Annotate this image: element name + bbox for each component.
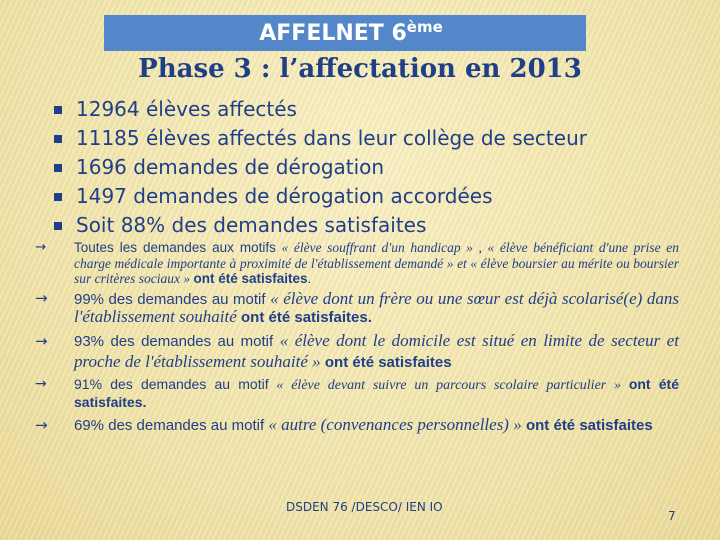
note-item (31, 416, 679, 435)
right-arrow-icon: → (35, 331, 48, 350)
note-result: ont été satisfaites (525, 416, 653, 434)
note-quote: « élève dont un frère ou une sœur est déjà scolarisé(e) dans l'établissement souhaité (74, 288, 679, 326)
note-result: ont été satisfaites (193, 271, 308, 286)
key-figures-list (50, 95, 700, 240)
bullet-text: 1696 demandes de dérogation (76, 155, 385, 179)
note-item (31, 240, 679, 287)
bullet-item (50, 211, 700, 240)
note-lead: 99% des demandes au motif (74, 290, 266, 308)
bullet-text: 1497 demandes de dérogation accordées (76, 184, 493, 208)
right-arrow-icon: → (35, 288, 48, 307)
square-bullet-icon (54, 106, 62, 114)
banner-superscript: ème (406, 18, 443, 36)
note-item (31, 331, 679, 373)
bullet-item (50, 95, 700, 124)
note-lead: 91% des demandes au motif (74, 375, 269, 392)
right-arrow-icon: → (35, 415, 48, 434)
note-quote: « élève souffrant d'un handicap » , « élève bénéficiant d'une prise en charge médicale importante à proximité de l'établissement demandé » et « élève boursier au mérite ou boursier sur critères sociaux » (74, 240, 679, 286)
square-bullet-icon (54, 222, 62, 230)
note-lead: Toutes les demandes aux motifs (74, 240, 276, 255)
note-tail: . (307, 271, 312, 286)
footer-source: DSDEN 76 /DESCO/ IEN IO (286, 500, 443, 514)
note-quote: « autre (convenances personnelles) » (264, 414, 526, 434)
note-item (31, 290, 679, 326)
right-arrow-icon: → (35, 239, 47, 255)
bullet-item (50, 182, 700, 211)
note-quote: « élève dont le domicile est situé en limite de secteur et proche de l'établissement souhaité » (74, 330, 679, 371)
bullet-item (50, 153, 700, 182)
note-item (31, 376, 679, 411)
note-lead: 93% des demandes au motif (74, 332, 274, 350)
note-result: ont été satisfaites (324, 353, 452, 371)
right-arrow-icon: → (35, 375, 47, 392)
square-bullet-icon (54, 193, 62, 201)
bullet-text: 12964 élèves affectés (76, 97, 297, 121)
bullet-text: 11185 élèves affectés dans leur collège de secteur (76, 126, 587, 150)
title-banner (104, 15, 586, 51)
bullet-text: Soit 88% des demandes satisfaites (76, 213, 427, 237)
note-result: ont été satisfaites. (74, 375, 680, 410)
page-number: 7 (668, 509, 676, 523)
bullet-item (50, 124, 700, 153)
note-result: ont été satisfaites. (241, 308, 372, 326)
note-lead: 69% des demandes au motif (74, 416, 265, 434)
square-bullet-icon (54, 164, 62, 172)
banner-text: AFFELNET 6 (259, 20, 407, 46)
note-quote: « élève devant suivre un parcours scolaire particulier » (268, 377, 629, 393)
square-bullet-icon (54, 135, 62, 143)
notes-section (31, 240, 679, 435)
slide-title: Phase 3 : l’affectation en 2013 (138, 54, 582, 84)
